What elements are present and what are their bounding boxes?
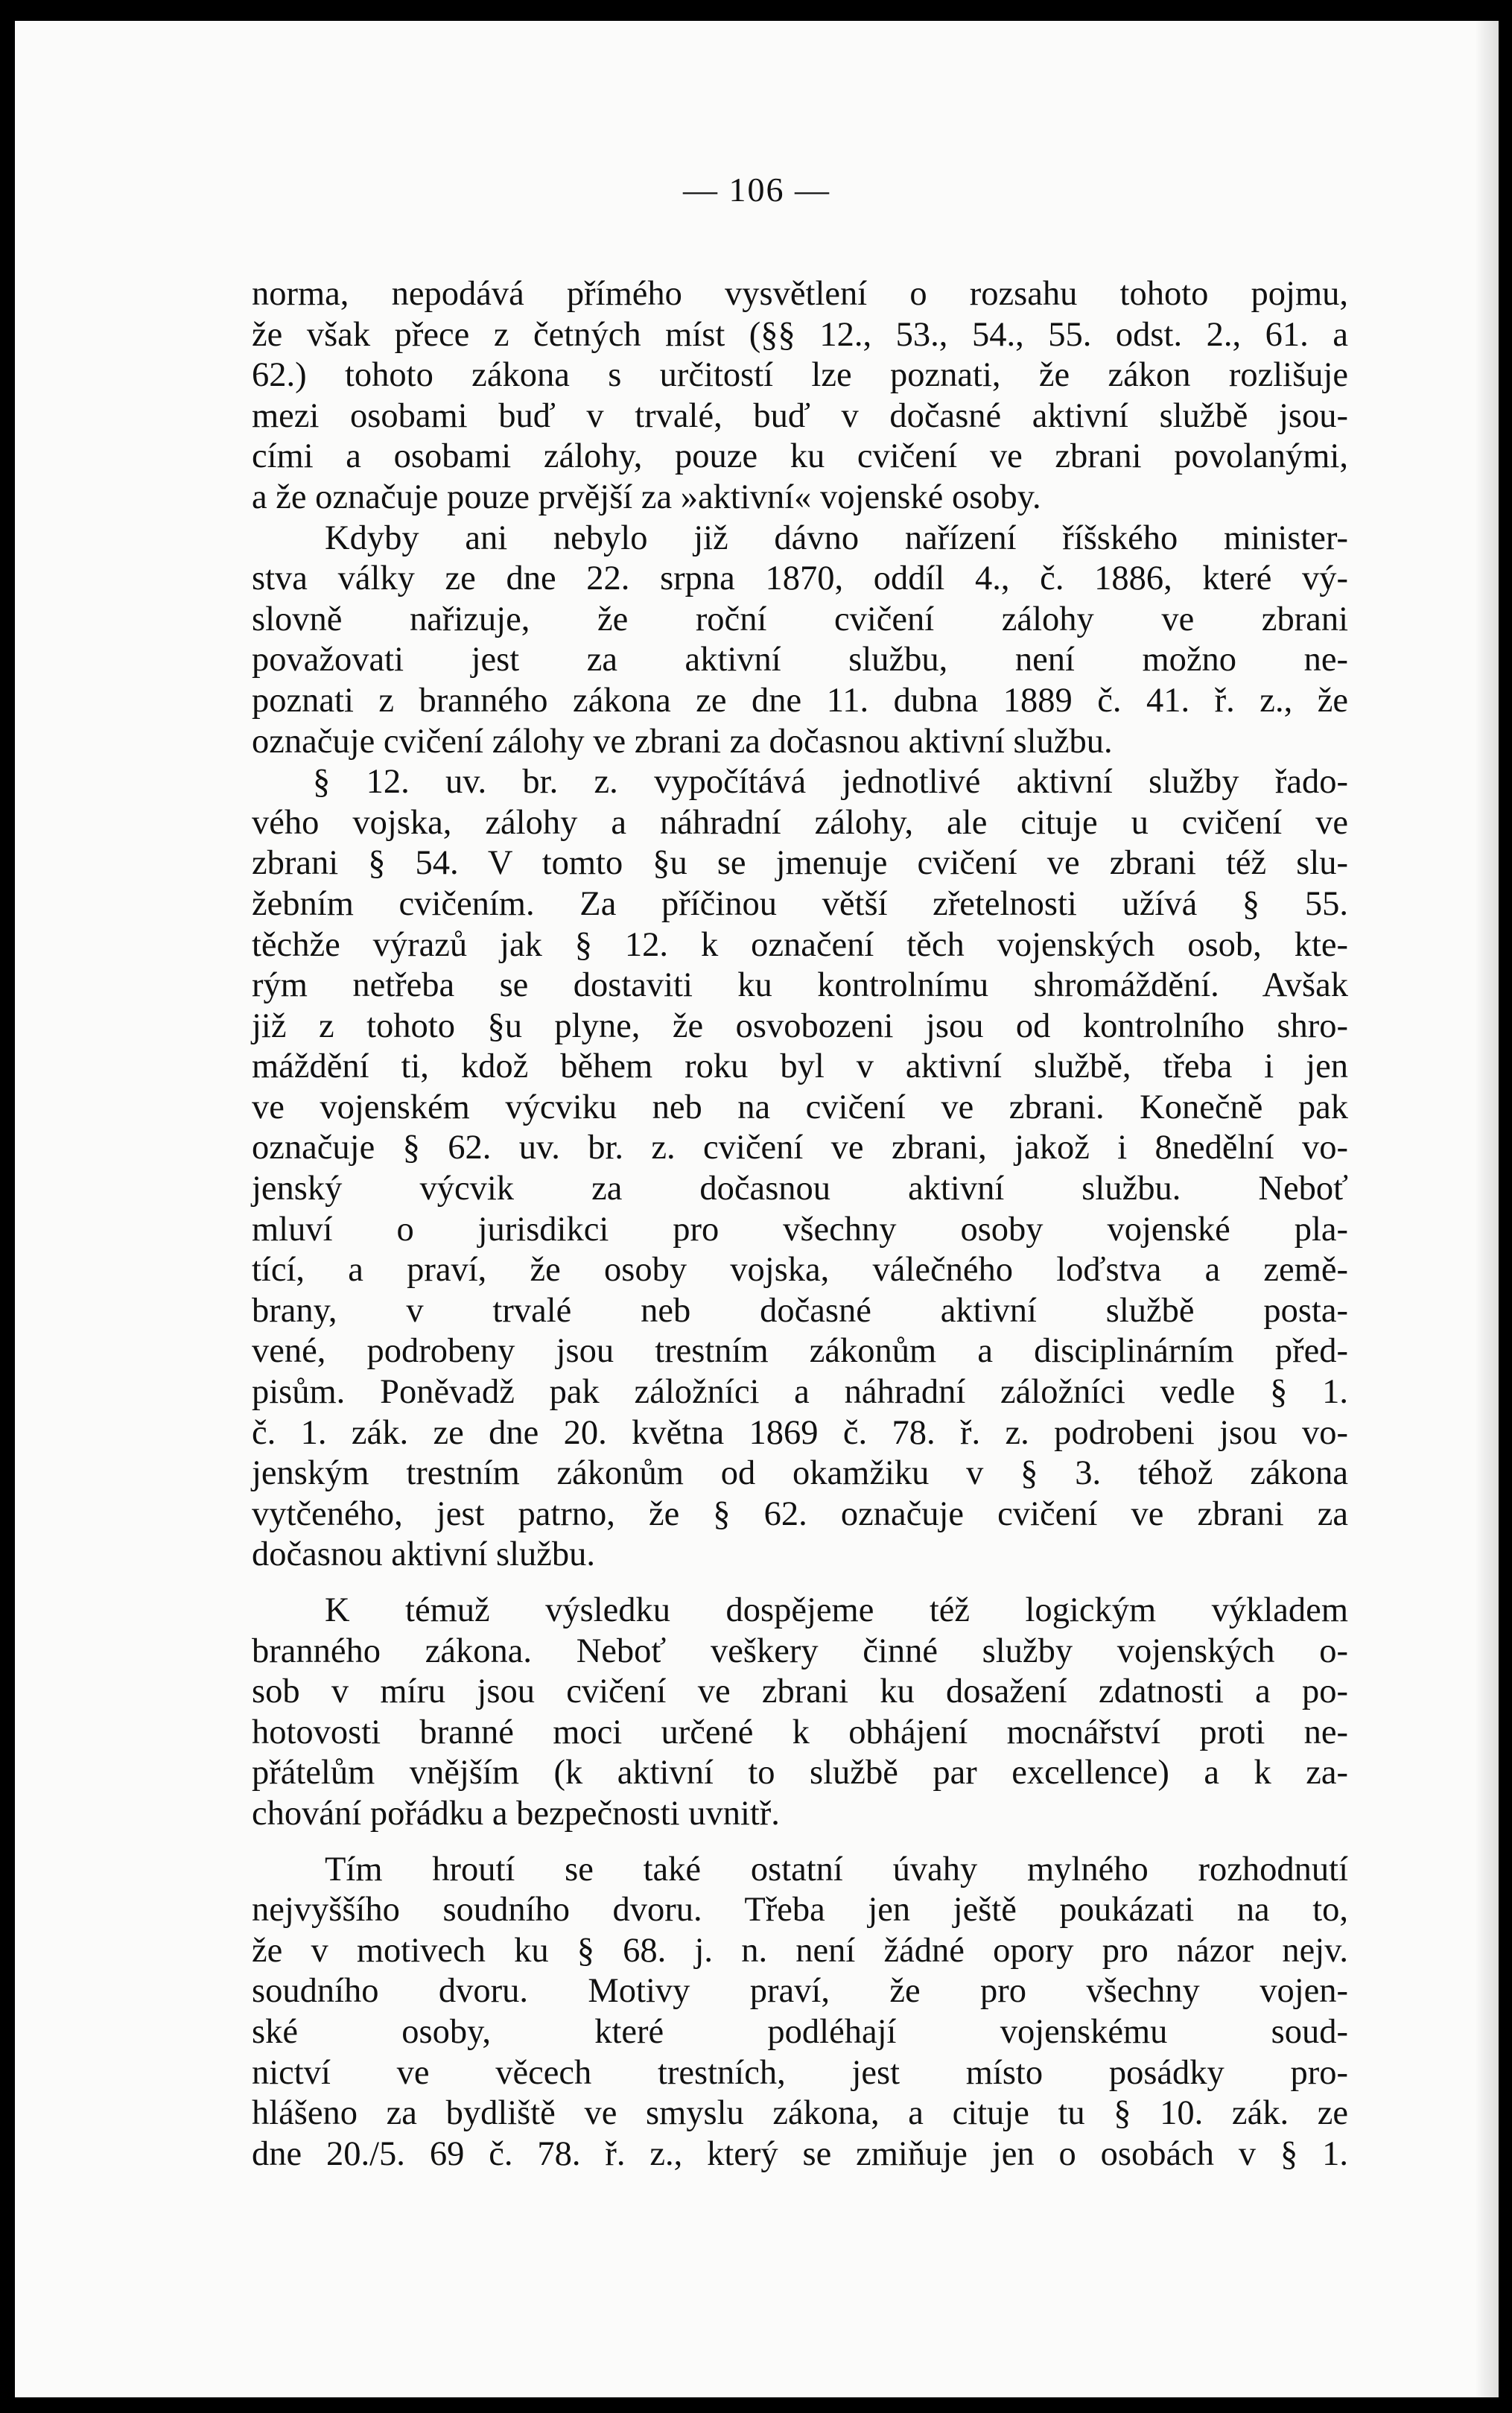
text-line: poznati z branného zákona ze dne 11. dubna 1889 č. 41. ř. z., že bbox=[252, 681, 1348, 720]
text-line: 62.) tohoto zákona s určitostí lze poznati, že zákon rozlišuje bbox=[252, 356, 1348, 395]
text-line: norma, nepodává přímého vysvětlení o rozsahu tohoto pojmu, bbox=[252, 275, 1348, 313]
text-line: hotovosti branné moci určené k obhájení mocnářství proti ne- bbox=[252, 1713, 1348, 1751]
text-line: ve vojenském výcviku neb na cvičení ve zbrani. Konečně pak bbox=[252, 1088, 1348, 1126]
text-line: rým netřeba se dostaviti ku kontrolnímu shromáždění. Avšak bbox=[252, 966, 1348, 1005]
text-line: Kdyby ani nebylo již dávno nařízení říšského minister- bbox=[325, 519, 1348, 557]
page-edge-shadow bbox=[1475, 21, 1499, 2397]
text-line: č. 1. zák. ze dne 20. května 1869 č. 78. ř. z. podrobeni jsou vo- bbox=[252, 1413, 1348, 1452]
text-line: hlášeno za bydliště ve smyslu zákona, a cituje tu § 10. zák. ze bbox=[252, 2094, 1348, 2133]
text-line: branného zákona. Neboť veškery činné služby vojenských o- bbox=[252, 1632, 1348, 1670]
text-line: vytčeného, jest patrno, že § 62. označuje cvičení ve zbrani za bbox=[252, 1494, 1348, 1533]
text-line: že však přece z četných míst (§§ 12., 53., 54., 55. odst. 2., 61. a bbox=[252, 315, 1348, 354]
text-line: mezi osobami buď v trvalé, buď v dočasné aktivní službě jsou- bbox=[252, 396, 1348, 435]
text-line: Tím hroutí se také ostatní úvahy mylného rozhodnutí bbox=[325, 1850, 1348, 1889]
text-line: mluví o jurisdikci pro všechny osoby vojenské pla- bbox=[252, 1210, 1348, 1249]
text-line: slovně nařizuje, že roční cvičení zálohy ve zbrani bbox=[252, 600, 1348, 638]
page-number: — 106 — bbox=[683, 171, 830, 209]
text-line: brany, v trvalé neb dočasné aktivní službě posta- bbox=[252, 1291, 1348, 1330]
text-line: dočasnou aktivní službu. bbox=[252, 1535, 596, 1574]
text-line: označuje § 62. uv. br. z. cvičení ve zbrani, jakož i 8nedělní vo- bbox=[252, 1129, 1348, 1167]
text-line: nejvyššího soudního dvoru. Třeba jen ještě poukázati na to, bbox=[252, 1891, 1348, 1930]
text-line: dne 20./5. 69 č. 78. ř. z., který se zmiňuje jen o osobách v § 1. bbox=[252, 2134, 1348, 2173]
text-line: nictví ve věcech trestních, jest místo posádky pro- bbox=[252, 2053, 1348, 2092]
text-line: K témuž výsledku dospějeme též logickým výkladem bbox=[325, 1591, 1348, 1629]
document-page bbox=[15, 21, 1499, 2397]
text-line: pisům. Poněvadž pak záložníci a náhradní záložníci vedle § 1. bbox=[252, 1373, 1348, 1412]
text-line: stva války ze dne 22. srpna 1870, oddíl 4., č. 1886, které vý- bbox=[252, 559, 1348, 598]
text-line: soudního dvoru. Motivy praví, že pro všechny vojen- bbox=[252, 1972, 1348, 2011]
text-line: označuje cvičení zálohy ve zbrani za dočasnou aktivní službu. bbox=[252, 722, 1113, 761]
text-line: tící, a praví, že osoby vojska, válečného loďstva a země- bbox=[252, 1251, 1348, 1290]
text-line: chování pořádku a bezpečnosti uvnitř. bbox=[252, 1794, 780, 1833]
text-line: považovati jest za aktivní službu, není možno ne- bbox=[252, 641, 1348, 679]
text-line: jenským trestním zákonům od okamžiku v § 3. téhož zákona bbox=[252, 1454, 1348, 1493]
text-line: již z tohoto §u plyne, že osvobozeni jsou od kontrolního shro- bbox=[252, 1006, 1348, 1045]
text-line: sob v míru jsou cvičení ve zbrani ku dosažení zdatnosti a po- bbox=[252, 1672, 1348, 1711]
text-line: vené, podrobeny jsou trestním zákonům a disciplinárním před- bbox=[252, 1332, 1348, 1371]
text-line: přátelům vnějším (k aktivní to službě par excellence) a k za- bbox=[252, 1754, 1348, 1792]
text-line: cími a osobami zálohy, pouze ku cvičení ve zbrani povolanými, bbox=[252, 437, 1348, 476]
text-line: vého vojska, zálohy a náhradní zálohy, ale cituje u cvičení ve bbox=[252, 803, 1348, 842]
text-line: žebním cvičením. Za příčinou větší zřetelnosti užívá § 55. bbox=[252, 884, 1348, 923]
text-line: těchže výrazů jak § 12. k označení těch vojenských osob, kte- bbox=[252, 925, 1348, 964]
text-line: § 12. uv. br. z. vypočítává jednotlivé aktivní služby řado- bbox=[313, 763, 1348, 802]
body-text bbox=[252, 274, 1348, 2175]
text-line: že v motivech ku § 68. j. n. není žádné opory pro názor nejv. bbox=[252, 1931, 1348, 1970]
text-line: zbrani § 54. V tomto §u se jmenuje cvičení ve zbrani též slu- bbox=[252, 844, 1348, 883]
text-line: jenský výcvik za dočasnou aktivní službu. Neboť bbox=[252, 1170, 1348, 1208]
text-line: ské osoby, které podléhají vojenskému soud- bbox=[252, 2012, 1348, 2051]
text-line: a že označuje pouze prvější za »aktivní« vojenské osoby. bbox=[252, 478, 1041, 516]
text-line: máždění ti, kdož během roku byl v aktivní službě, třeba i jen bbox=[252, 1047, 1348, 1086]
